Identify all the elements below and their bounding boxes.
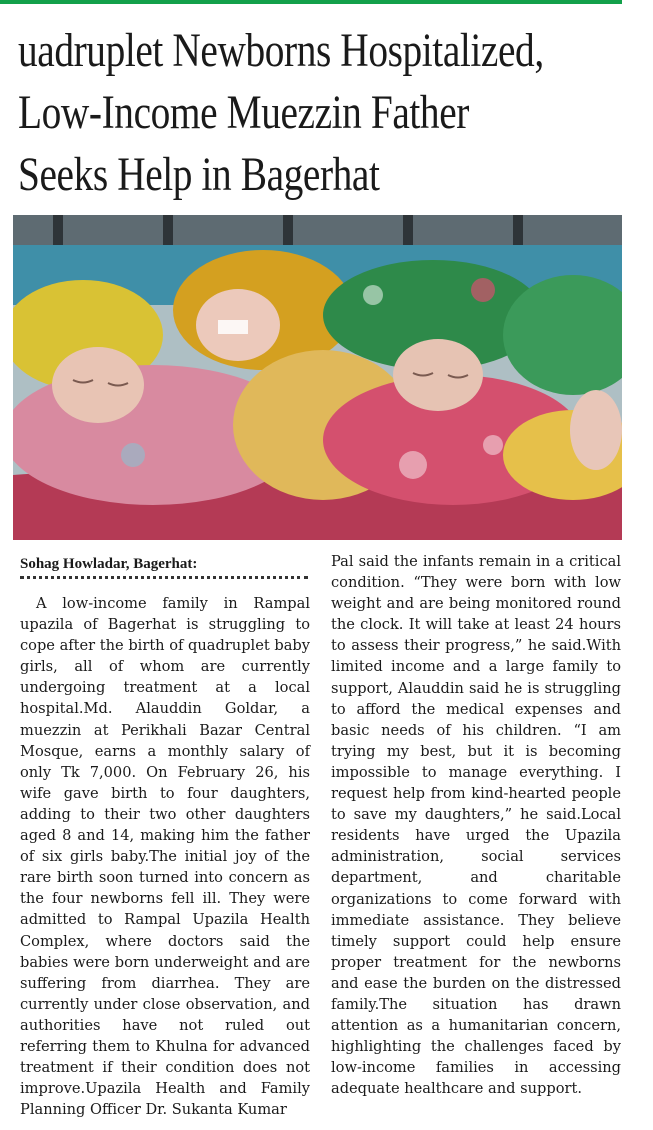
byline-dotted-divider [20, 576, 308, 579]
headline-line-1: uadruplet Newborns Hospitalized, [18, 24, 544, 77]
article-photo [13, 215, 622, 540]
article-body-column-left: A low-income family in Rampal upazila of Bagerhat is struggling to cope after the birth of quadruplet baby girls, all of whom are currently undergoing treatment at a local hospital.Md. Alauddin Goldar, a muezzin at Perikhali Bazar Central Mosque, earns a monthly salary of only Tk 7,000. On February 26, his wife gave birth to four daughters, adding to their two other daughters aged 8 and 14, making him the father of six girls baby.The initial joy of the rare birth soon turned into concern as the four newborns fell ill. They were admitted to Rampal Upazila Health Complex, where doctors said the babies were born underweight and are suffering from diarrhea. They are currently under close observation, and authorities have not ruled out referring them to Khulna for advanced treatment if their condition does not improve.Upazila Health and Family Planning Officer Dr. Sukanta Kumar [20, 595, 310, 1119]
byline: Sohag Howladar, Bagerhat: [20, 556, 198, 572]
article-body-column-right: Pal said the infants remain in a critical condition. “They were born with low weight and are being monitored round the clock. It will take at least 24 hours to assess their progress,” he said.With limited income and a large family to support, Alauddin said he is struggling to afford the medical expenses and basic needs of his children. “I am trying my best, but it is becoming impossible to manage everything. I request help from kind-hearted people to save my daughters,” he said.Local residents have urged the Upazila administration, social services department, and charitable organizations to come forward with immediate assistance. They believe timely support could help ensure proper treatment for the newborns and ease the burden on the distressed family.The situation has drawn attention as a humanitarian concern, highlighting the challenges faced by low-income families in accessing adequate healthcare and support. [331, 553, 621, 1098]
newborns-photo-illustration [13, 215, 622, 540]
headline [18, 20, 544, 206]
headline-line-3: Seeks Help in Bagerhat [18, 148, 380, 201]
top-accent-rule [0, 0, 622, 4]
headline-line-2: Low-Income Muezzin Father [18, 86, 469, 139]
